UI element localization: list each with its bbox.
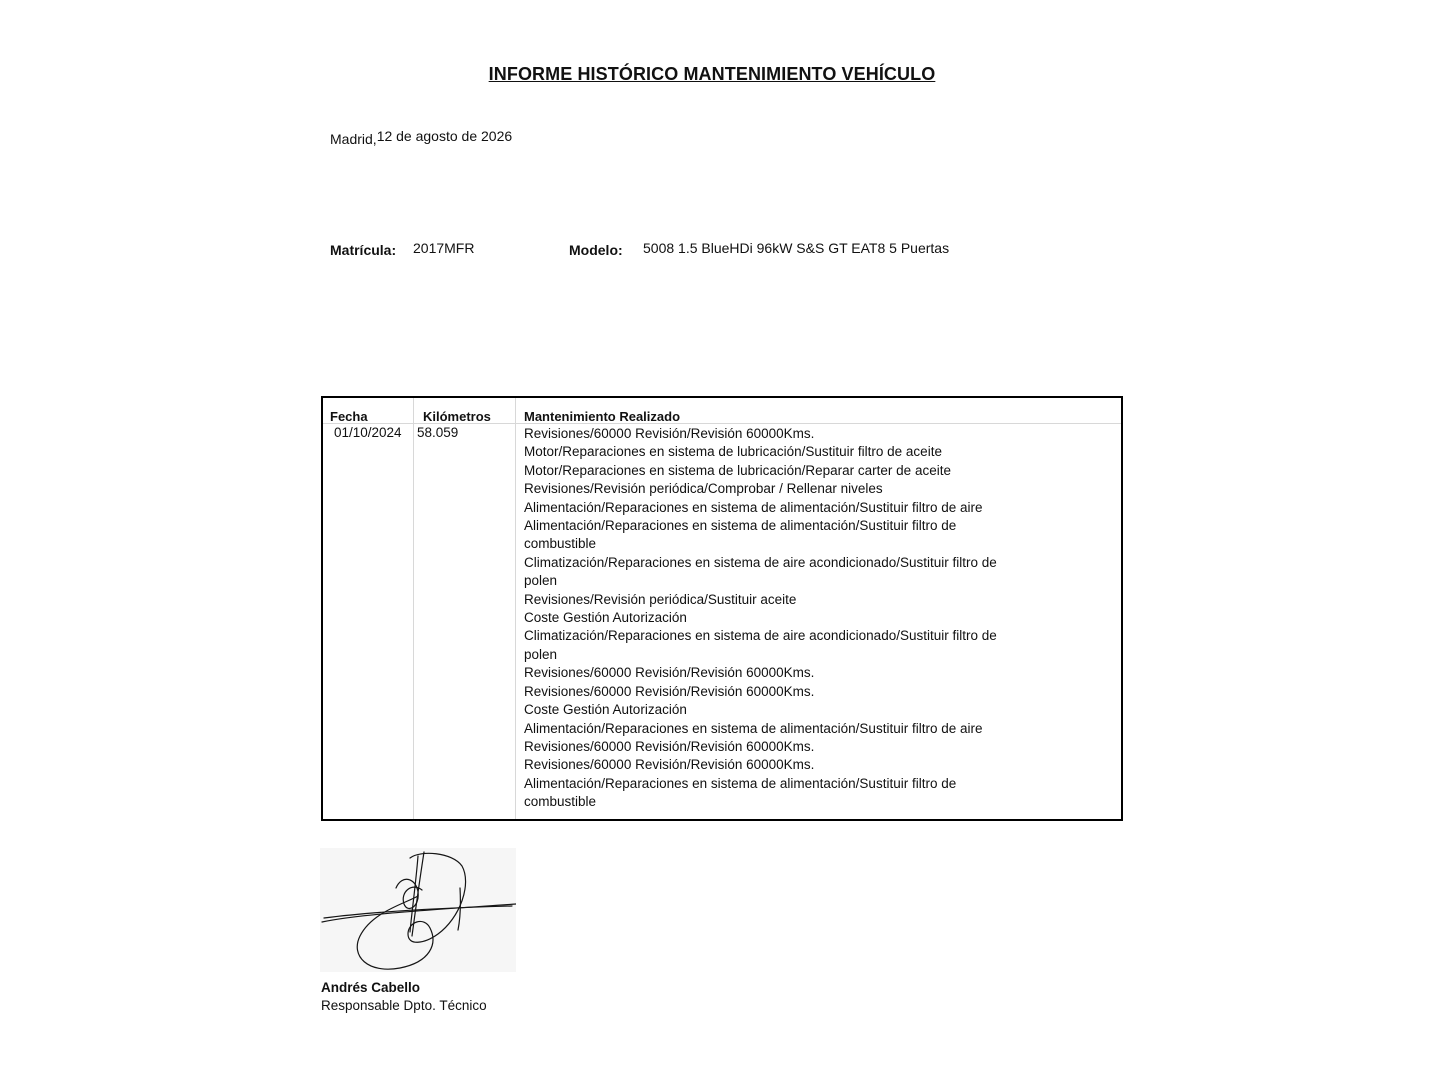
work-item: Motor/Reparaciones en sistema de lubricación/Reparar carter de aceite <box>524 462 951 478</box>
header-work: Mantenimiento Realizado <box>524 409 681 424</box>
plate-value: 2017MFR <box>413 240 475 256</box>
row-date: 01/10/2024 <box>334 425 402 440</box>
work-item: Revisiones/60000 Revisión/Revisión 60000Kms. <box>524 426 815 441</box>
row-km: 58.059 <box>417 425 459 440</box>
city-label: Madrid, <box>330 131 377 147</box>
work-item: Alimentación/Reparaciones en sistema de alimentación/Sustituir filtro de combustible <box>524 775 957 810</box>
work-item: Revisiones/Revisión periódica/Sustituir aceite <box>524 591 797 607</box>
column-divider <box>515 398 516 819</box>
work-item: Alimentación/Reparaciones en sistema de alimentación/Sustituir filtro de combustible <box>524 518 957 552</box>
work-item: Coste Gestión Autorización <box>524 610 687 626</box>
document-title: INFORME HISTÓRICO MANTENIMIENTO VEHÍCULO <box>488 64 936 84</box>
work-item: Motor/Reparaciones en sistema de lubricación/Sustituir filtro de aceite <box>524 444 942 460</box>
work-item: Climatización/Reparaciones en sistema de aire acondicionado/Sustituir filtro de polen <box>524 554 997 589</box>
column-divider <box>413 398 414 819</box>
signer-role: Responsable Dpto. Técnico <box>321 998 487 1013</box>
work-item: Alimentación/Reparaciones en sistema de alimentación/Sustituir filtro de aire <box>524 499 983 515</box>
work-list <box>524 425 1014 812</box>
date-line <box>330 128 513 147</box>
work-item: Climatización/Reparaciones en sistema de aire acondicionado/Sustituir filtro de polen <box>524 628 997 662</box>
work-item: Revisiones/60000 Revisión/Revisión 60000Kms. <box>524 665 815 681</box>
signature-image <box>320 848 516 972</box>
work-item: Revisiones/60000 Revisión/Revisión 60000Kms. <box>524 683 815 699</box>
model-label: Modelo: <box>569 242 623 258</box>
work-item: Revisiones/60000 Revisión/Revisión 60000Kms. <box>524 738 815 754</box>
model-value: 5008 1.5 BlueHDi 96kW S&S GT EAT8 5 Puertas <box>643 240 950 256</box>
signer-name: Andrés Cabello <box>321 980 421 995</box>
report-date: 12 de agosto de 2026 <box>376 128 513 144</box>
work-item: Revisiones/Revisión periódica/Comprobar / Rellenar niveles <box>524 481 883 497</box>
work-item: Alimentación/Reparaciones en sistema de alimentación/Sustituir filtro de aire <box>524 720 983 736</box>
signature-drawing <box>320 848 516 972</box>
maintenance-table <box>321 396 1123 821</box>
header-km: Kilómetros <box>423 409 491 424</box>
work-item: Revisiones/60000 Revisión/Revisión 60000Kms. <box>524 757 815 773</box>
work-item: Coste Gestión Autorización <box>524 702 687 718</box>
plate-label: Matrícula: <box>330 242 397 258</box>
header-date: Fecha <box>330 409 368 424</box>
